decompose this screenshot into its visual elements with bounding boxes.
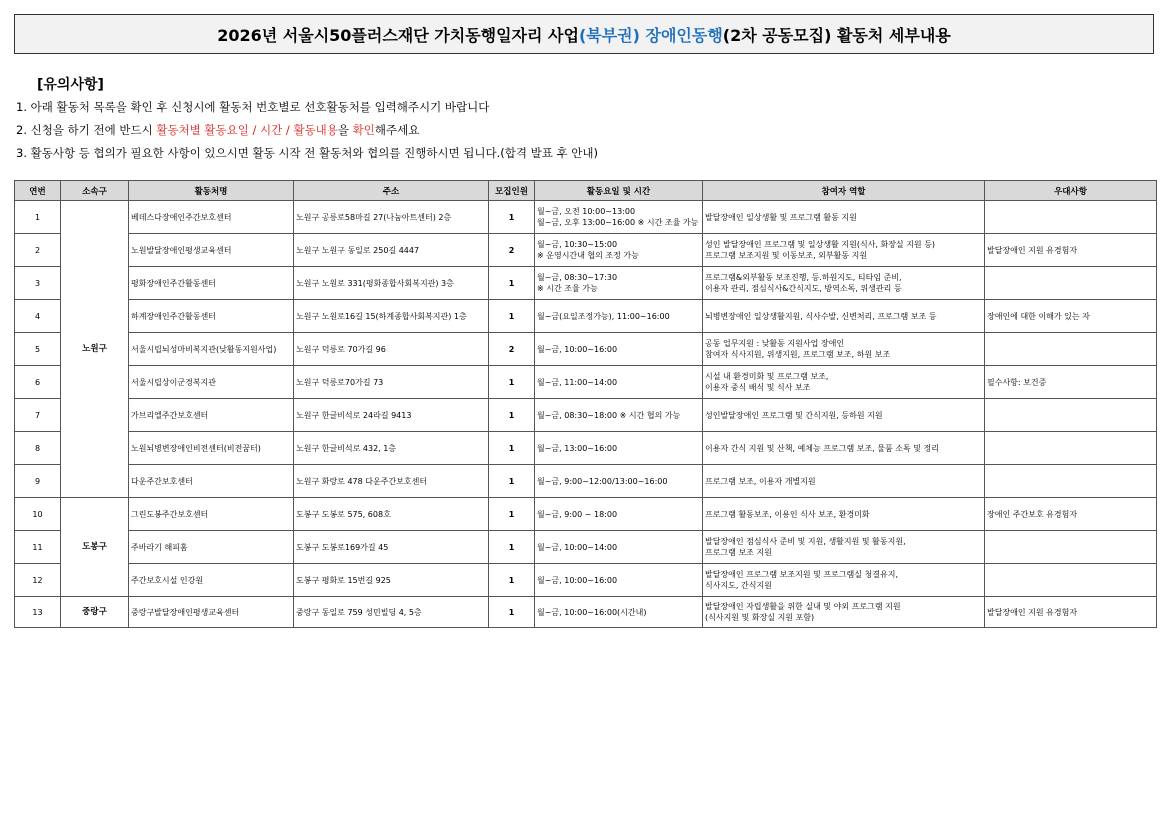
preference: 발달장애인 지원 유경험자 xyxy=(985,597,1157,628)
org-address: 노원구 노원로16길 15(하계종합사회복지관) 1층 xyxy=(294,300,489,333)
participant-role xyxy=(703,366,985,399)
org-name: 그린도봉주간보호센터 xyxy=(129,498,294,531)
notice-line-2 xyxy=(16,122,419,138)
org-name: 서울시립상이군경복지관 xyxy=(129,366,294,399)
org-address: 노원구 노원로 331(평화종합사회복지관) 3층 xyxy=(294,267,489,300)
activity-time-line-2: ※ 운영시간내 협의 조정 가능 xyxy=(537,251,639,260)
row-number: 4 xyxy=(15,300,61,333)
notice-line-2-a: 2. 신청을 하기 전에 반드시 xyxy=(16,123,157,137)
activity-time-line-1: 월~금, 9:00 ~ 18:00 xyxy=(537,509,618,519)
activity-time xyxy=(535,597,703,628)
activity-time-line-1: 월~금, 10:30~15:00 xyxy=(537,240,618,249)
org-address: 중랑구 동일로 759 성민빌딩 4, 5층 xyxy=(294,597,489,628)
header-no: 연번 xyxy=(15,181,61,201)
header-address: 주소 xyxy=(294,181,489,201)
row-number: 2 xyxy=(15,234,61,267)
participant-role-line-1: 뇌병변장애인 일상생활지원, 식사수발, 신변처리, 프로그램 보조 등 xyxy=(705,311,937,321)
activity-time-line-1: 월~금, 11:00~14:00 xyxy=(537,377,618,387)
table-row xyxy=(15,201,1157,234)
activity-time xyxy=(535,267,703,300)
recruit-count: 2 xyxy=(489,333,535,366)
notice-line-1: 1. 아래 활동처 목록을 확인 후 신청시에 활동처 번호별로 선호활동처를 입력해주시기 바랍니다 xyxy=(16,100,490,114)
preference: 발달장애인 지원 유경험자 xyxy=(985,234,1157,267)
activity-time-line-1: 월~금, 10:00~16:00(시간내) xyxy=(537,607,647,617)
header-district: 소속구 xyxy=(61,181,129,201)
org-address: 노원구 한글비석로 24라길 9413 xyxy=(294,399,489,432)
preference: 장애인 주간보호 유경험자 xyxy=(985,498,1157,531)
preference xyxy=(985,531,1157,564)
preference xyxy=(985,267,1157,300)
activity-time-line-1: 월~금, 08:30~17:30 xyxy=(537,273,618,282)
participant-role-line-2: 이용자 중식 배식 및 식사 보조 xyxy=(705,383,811,392)
org-address: 노원구 화랑로 478 다운주간보호센터 xyxy=(294,465,489,498)
row-number: 11 xyxy=(15,531,61,564)
participant-role xyxy=(703,300,985,333)
activity-time-line-1: 월~금, 10:00~16:00 xyxy=(537,344,618,354)
table-header-row xyxy=(15,181,1157,201)
row-number: 5 xyxy=(15,333,61,366)
preference: 장애인에 대한 이해가 있는 자 xyxy=(985,300,1157,333)
org-name: 다운주간보호센터 xyxy=(129,465,294,498)
activity-time-line-2: 월~금, 오후 13:00~16:00 ※ 시간 조율 가능 xyxy=(537,218,699,227)
header-name: 활동처명 xyxy=(129,181,294,201)
org-name: 주간보호시설 인강원 xyxy=(129,564,294,597)
row-number: 1 xyxy=(15,201,61,234)
org-name: 주바라기 해피홈 xyxy=(129,531,294,564)
org-name: 노원뇌병변장애인비전센터(비전꿈터) xyxy=(129,432,294,465)
activity-time xyxy=(535,201,703,234)
org-address: 도봉구 도봉로 575, 608호 xyxy=(294,498,489,531)
row-number: 9 xyxy=(15,465,61,498)
preference xyxy=(985,465,1157,498)
title-part-3: (2차 공동모집) 활동처 세부내용 xyxy=(722,25,951,45)
activity-time xyxy=(535,564,703,597)
org-name: 하계장애인주간활동센터 xyxy=(129,300,294,333)
table-row xyxy=(15,432,1157,465)
recruit-count: 1 xyxy=(489,597,535,628)
header-count: 모집인원 xyxy=(489,181,535,201)
activity-time xyxy=(535,333,703,366)
recruit-count: 1 xyxy=(489,564,535,597)
participant-role-line-1: 성인발달장애인 프로그램 및 간식지원, 등하원 지원 xyxy=(705,410,883,420)
district-cell: 노원구 xyxy=(61,201,129,498)
participant-role xyxy=(703,432,985,465)
activity-time xyxy=(535,432,703,465)
participant-role-line-1: 프로그램 보조, 이용자 개별지원 xyxy=(705,476,816,486)
participant-role-line-1: 발달장애인 프로그램 보조지원 및 프로그램실 청결유지, xyxy=(705,570,898,579)
org-name: 베데스다장애인주간보호센터 xyxy=(129,201,294,234)
row-number: 3 xyxy=(15,267,61,300)
preference xyxy=(985,399,1157,432)
org-address: 도봉구 도봉로169가길 45 xyxy=(294,531,489,564)
preference xyxy=(985,564,1157,597)
org-name: 평화장애인주간활동센터 xyxy=(129,267,294,300)
district-cell: 중랑구 xyxy=(61,597,129,628)
activity-time-line-1: 월~금, 오전 10:00~13:00 xyxy=(537,207,636,216)
org-name: 서울시립뇌성마비복지관(낮활동지원사업) xyxy=(129,333,294,366)
recruit-count: 1 xyxy=(489,465,535,498)
recruit-count: 1 xyxy=(489,300,535,333)
org-address: 노원구 한글비석로 432, 1층 xyxy=(294,432,489,465)
district-cell: 도봉구 xyxy=(61,498,129,597)
participant-role-line-2: 참여자 식사지원, 위생지원, 프로그램 보조, 하원 보조 xyxy=(705,350,891,359)
recruit-count: 1 xyxy=(489,267,535,300)
activity-time xyxy=(535,465,703,498)
table-row xyxy=(15,498,1157,531)
participant-role-line-1: 이용자 간식 지원 및 산책, 예체능 프로그램 보조, 물품 소독 및 정리 xyxy=(705,443,939,453)
participant-role-line-2: 식사지도, 간식지원 xyxy=(705,581,772,590)
participant-role-line-2: (식사지원 및 화장실 지원 포함) xyxy=(705,613,815,622)
recruit-count: 1 xyxy=(489,366,535,399)
activity-time xyxy=(535,498,703,531)
notice-line-2-b: 활동처별 활동요일 / 시간 / 활동내용 xyxy=(156,123,338,137)
activity-time-line-1: 월~금, 10:00~16:00 xyxy=(537,575,618,585)
preference xyxy=(985,201,1157,234)
table-row xyxy=(15,597,1157,628)
table-row xyxy=(15,300,1157,333)
participant-role-line-1: 성인 발달장애인 프로그램 및 일상생활 지원(식사, 화장실 지원 등) xyxy=(705,240,936,249)
table-row xyxy=(15,531,1157,564)
notice-line-2-e: 해주세요 xyxy=(374,123,420,137)
participant-role-line-1: 발달장애인 자립생활을 위한 실내 및 야외 프로그램 지원 xyxy=(705,602,901,611)
row-number: 13 xyxy=(15,597,61,628)
row-number: 6 xyxy=(15,366,61,399)
title-part-1: 2026년 서울시50플러스재단 가치동행일자리 사업 xyxy=(217,25,579,45)
row-number: 12 xyxy=(15,564,61,597)
row-number: 10 xyxy=(15,498,61,531)
table-row xyxy=(15,465,1157,498)
page-title xyxy=(14,14,1154,54)
activity-time-line-1: 월~금, 13:00~16:00 xyxy=(537,443,618,453)
recruit-count: 1 xyxy=(489,399,535,432)
participant-role-line-1: 프로그램&외부활동 보조진행, 등.하원지도, 티타임 준비, xyxy=(705,273,902,282)
participant-role xyxy=(703,531,985,564)
preference: 필수사항: 보건증 xyxy=(985,366,1157,399)
table-row xyxy=(15,564,1157,597)
org-address: 노원구 덕릉로70가길 73 xyxy=(294,366,489,399)
activity-time-line-1: 월~금, 9:00~12:00/13:00~16:00 xyxy=(537,476,668,486)
table-row xyxy=(15,333,1157,366)
participant-role xyxy=(703,234,985,267)
notice-line-2-c: 을 xyxy=(337,123,353,137)
preference xyxy=(985,432,1157,465)
participant-role-line-1: 발달장애인 점심식사 준비 및 지원, 생활지원 및 활동지원, xyxy=(705,537,906,546)
table-row xyxy=(15,234,1157,267)
org-address: 노원구 공릉로58마길 27(나눔아트센터) 2층 xyxy=(294,201,489,234)
activity-time-line-1: 월~금, 10:00~14:00 xyxy=(537,542,618,552)
recruit-count: 2 xyxy=(489,234,535,267)
activity-time-line-1: 월~금(요일조정가능), 11:00~16:00 xyxy=(537,311,670,321)
participant-role xyxy=(703,333,985,366)
preference xyxy=(985,333,1157,366)
participant-role xyxy=(703,201,985,234)
row-number: 8 xyxy=(15,432,61,465)
recruit-count: 1 xyxy=(489,432,535,465)
activity-time-line-2: ※ 시간 조율 가능 xyxy=(537,284,598,293)
participant-role xyxy=(703,267,985,300)
header-time: 활동요일 및 시간 xyxy=(535,181,703,201)
notice-line-2-d: 확인 xyxy=(352,123,375,137)
header-role: 참여자 역할 xyxy=(703,181,985,201)
participant-role-line-2: 프로그램 보조지원 및 이동보조, 외부활동 지원 xyxy=(705,251,868,260)
org-address: 노원구 노원구 동일로 250길 4447 xyxy=(294,234,489,267)
participant-role xyxy=(703,498,985,531)
activity-time xyxy=(535,366,703,399)
activity-time xyxy=(535,531,703,564)
activity-time-line-1: 월~금, 08:30~18:00 ※ 시간 협의 가능 xyxy=(537,410,681,420)
table-row xyxy=(15,366,1157,399)
org-address: 노원구 덕릉로 70가길 96 xyxy=(294,333,489,366)
participant-role-line-1: 공동 업무지원 : 낮활동 지원사업 장애인 xyxy=(705,339,845,348)
participant-role-line-2: 프로그램 보조 지원 xyxy=(705,548,772,557)
activity-time xyxy=(535,234,703,267)
table-row xyxy=(15,267,1157,300)
recruit-count: 1 xyxy=(489,498,535,531)
notice-heading: [유의사항] xyxy=(37,77,104,93)
participant-role xyxy=(703,597,985,628)
recruit-count: 1 xyxy=(489,531,535,564)
title-part-2: (북부권) 장애인동행 xyxy=(578,25,723,45)
participant-role xyxy=(703,465,985,498)
activity-table xyxy=(14,180,1157,628)
row-number: 7 xyxy=(15,399,61,432)
header-preference: 우대사항 xyxy=(985,181,1157,201)
notice-line-3: 3. 활동사항 등 협의가 필요한 사항이 있으시면 활동 시작 전 활동처와 협의를 진행하시면 됩니다.(합격 발표 후 안내) xyxy=(16,146,598,160)
participant-role-line-1: 시설 내 환경미화 및 프로그램 보조, xyxy=(705,372,829,381)
participant-role xyxy=(703,564,985,597)
participant-role-line-2: 이용자 관리, 점심식사&간식지도, 방역소독, 위생관리 등 xyxy=(705,284,902,293)
table-row xyxy=(15,399,1157,432)
activity-time xyxy=(535,399,703,432)
org-name: 가브리엘주간보호센터 xyxy=(129,399,294,432)
org-address: 도봉구 평화로 15번길 925 xyxy=(294,564,489,597)
participant-role-line-1: 발달장애인 일상생활 및 프로그램 활동 지원 xyxy=(705,212,857,222)
recruit-count: 1 xyxy=(489,201,535,234)
participant-role-line-1: 프로그램 활동보조, 이용인 식사 보조, 환경미화 xyxy=(705,509,870,519)
participant-role xyxy=(703,399,985,432)
org-name: 노원발달장애인평생교육센터 xyxy=(129,234,294,267)
activity-time xyxy=(535,300,703,333)
org-name: 중랑구발달장애인평생교육센터 xyxy=(129,597,294,628)
